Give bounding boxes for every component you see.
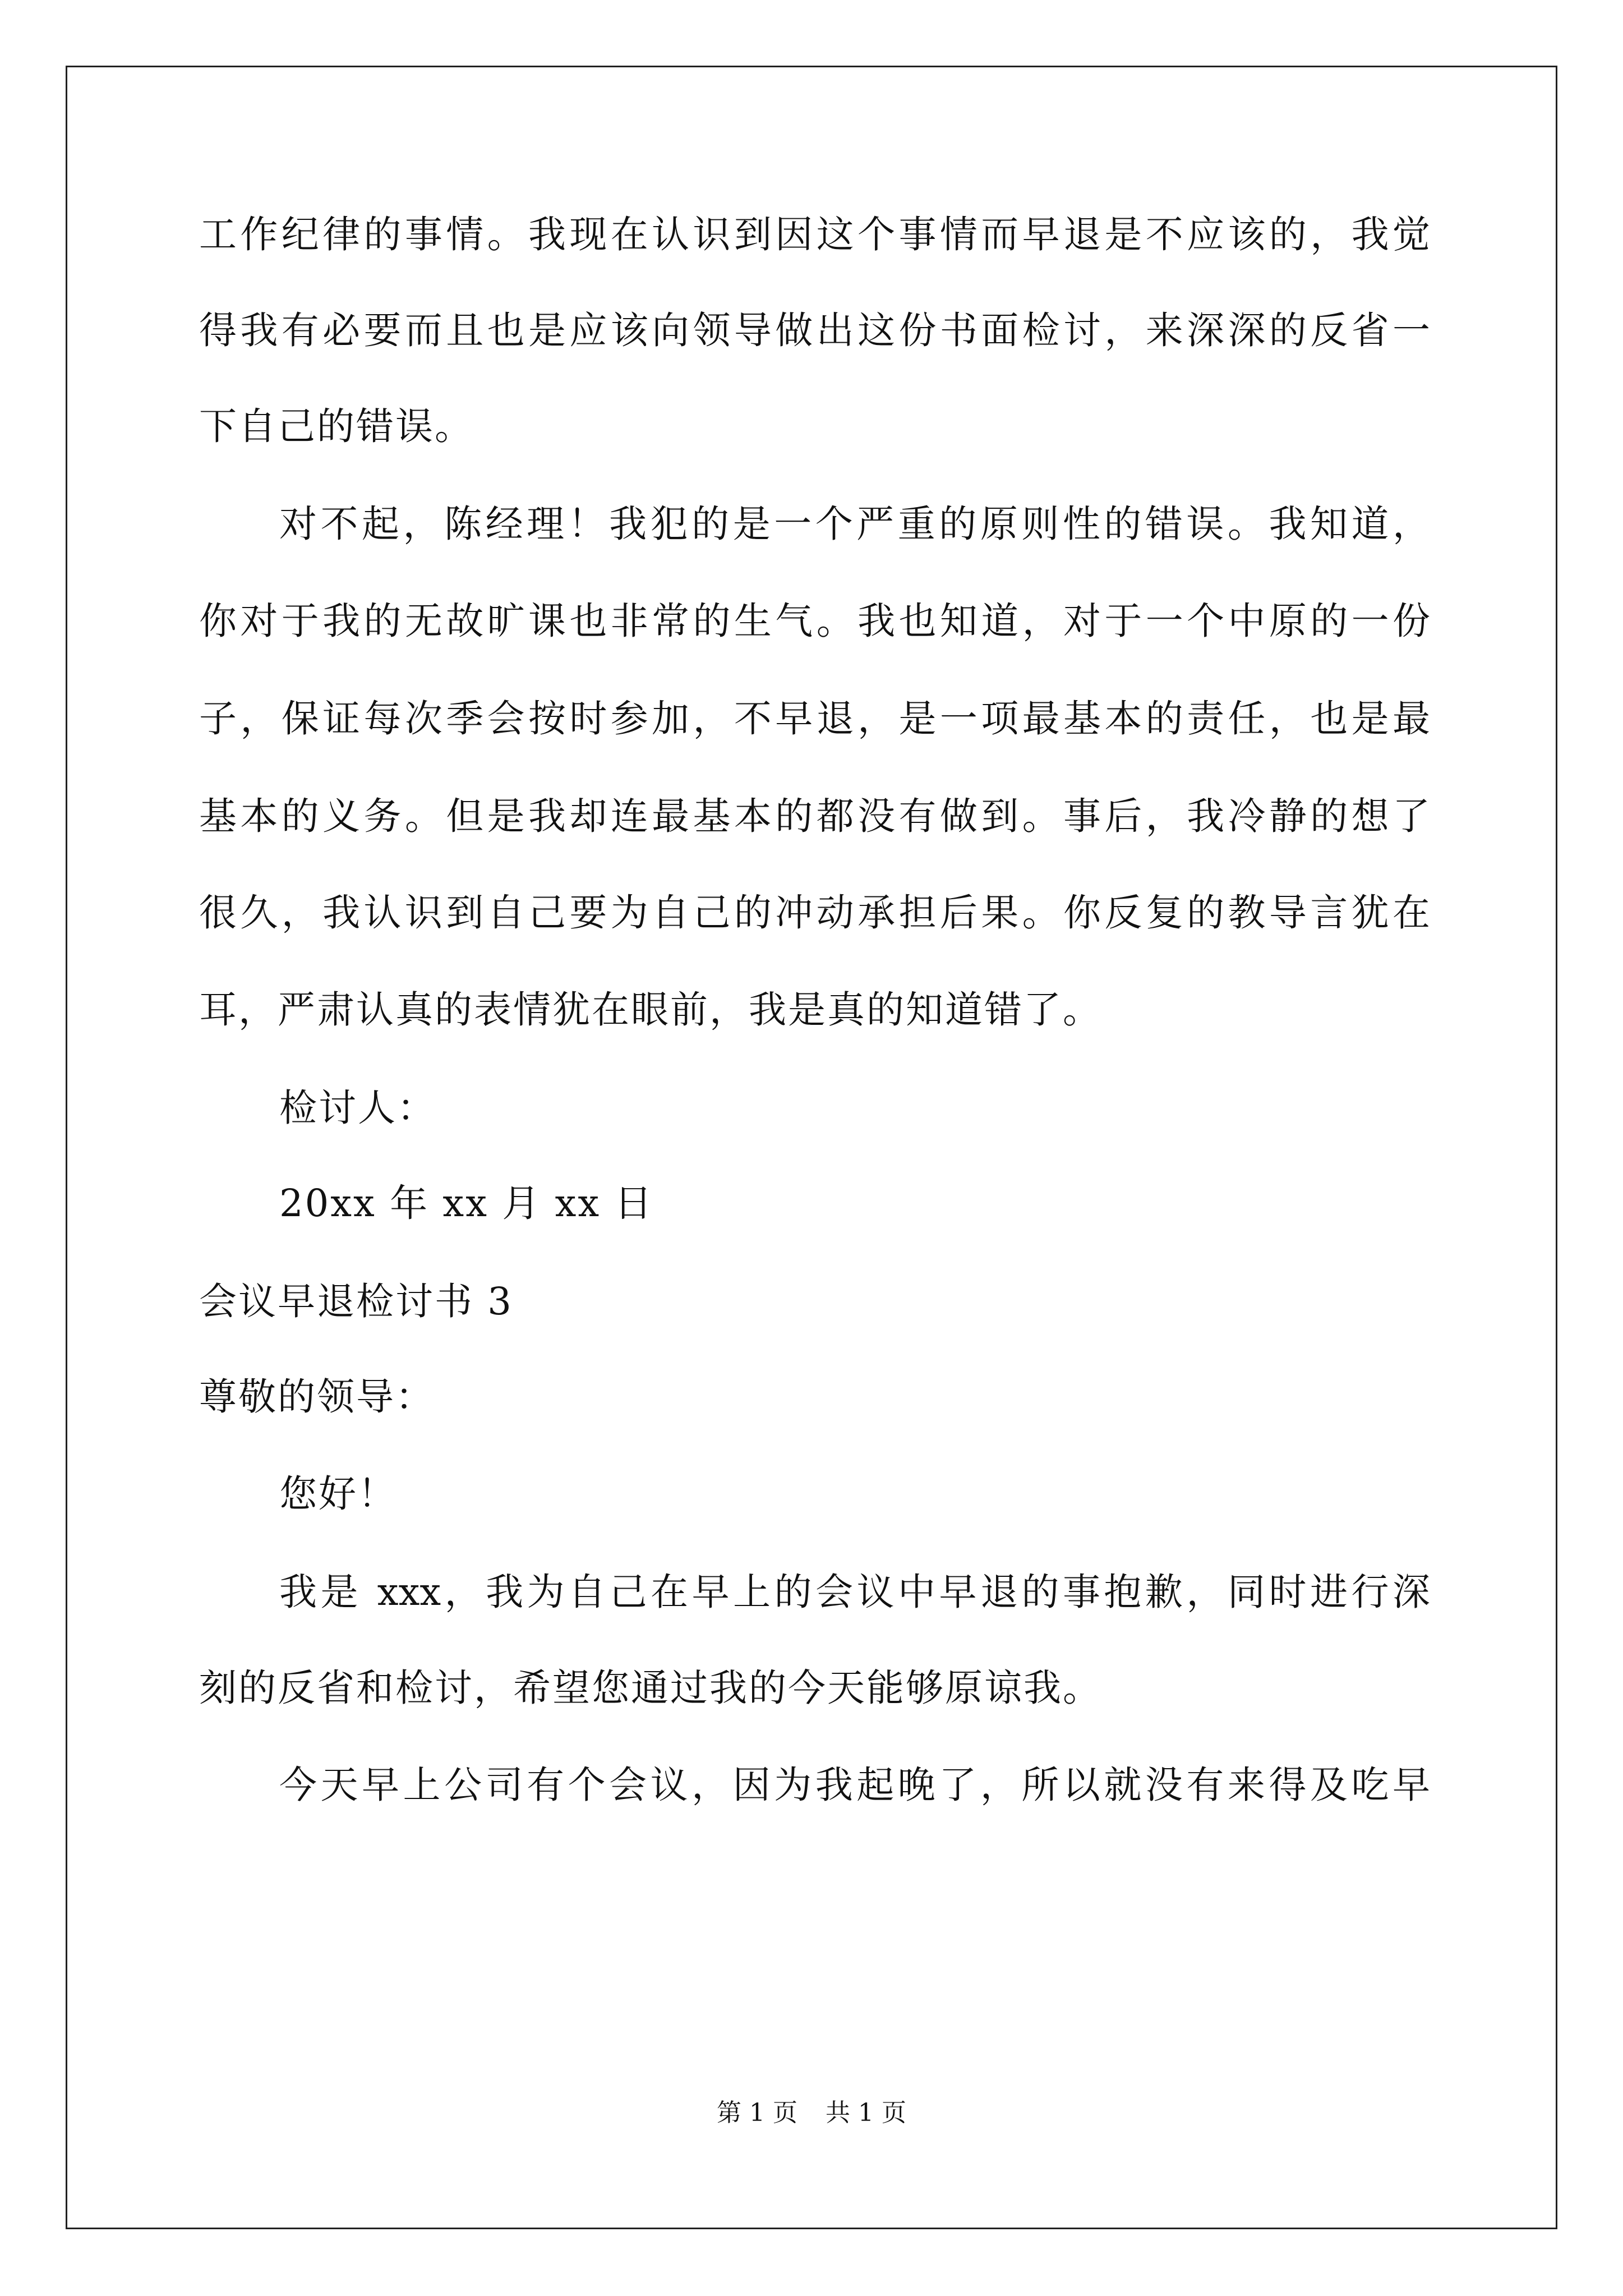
body-line-11: 刻的反省和检讨，希望您通过我的今天能够原谅我。: [199, 1666, 1102, 1710]
page-footer: [0, 2096, 1623, 2130]
page-border: [66, 66, 1557, 2229]
body-line-8: 很久，我认识到自己要为自己的冲动承担后果。你反复的教导言犹在: [199, 891, 1430, 935]
greeting: 您好！: [279, 1472, 397, 1516]
body-line-3: 下自己的错误。: [199, 404, 474, 448]
body-line-9: 耳，严肃认真的表情犹在眼前，我是真的知道错了。: [199, 988, 1102, 1032]
body-line-10: 我是 xxx，我为自己在早上的会议中早退的事抱歉，同时进行深: [279, 1570, 1430, 1614]
body-line-4: 对不起，陈经理！我犯的是一个严重的原则性的错误。我知道，: [279, 502, 1430, 546]
date-line: 20xx 年 xx 月 xx 日: [279, 1181, 654, 1225]
body-line-5: 你对于我的无故旷课也非常的生气。我也知道，对于一个中原的一份: [199, 599, 1430, 643]
section-title: 会议早退检讨书 3: [199, 1280, 513, 1323]
body-line-1: 工作纪律的事情。我现在认识到因这个事情而早退是不应该的，我觉: [199, 213, 1430, 256]
salutation: 尊敬的领导：: [199, 1375, 435, 1419]
page-number: 第 1 页: [717, 2099, 797, 2127]
body-line-7: 基本的义务。但是我却连最基本的都没有做到。事后，我冷静的想了: [199, 794, 1430, 838]
page-total: 共 1 页: [826, 2099, 906, 2127]
signature-label: 检讨人：: [279, 1086, 436, 1130]
body-line-2: 得我有必要而且也是应该向领导做出这份书面检讨，来深深的反省一: [199, 309, 1430, 352]
body-line-12: 今天早上公司有个会议，因为我起晚了，所以就没有来得及吃早: [279, 1763, 1430, 1807]
body-line-6: 子，保证每次季会按时参加，不早退，是一项最基本的责任，也是最: [199, 697, 1430, 740]
